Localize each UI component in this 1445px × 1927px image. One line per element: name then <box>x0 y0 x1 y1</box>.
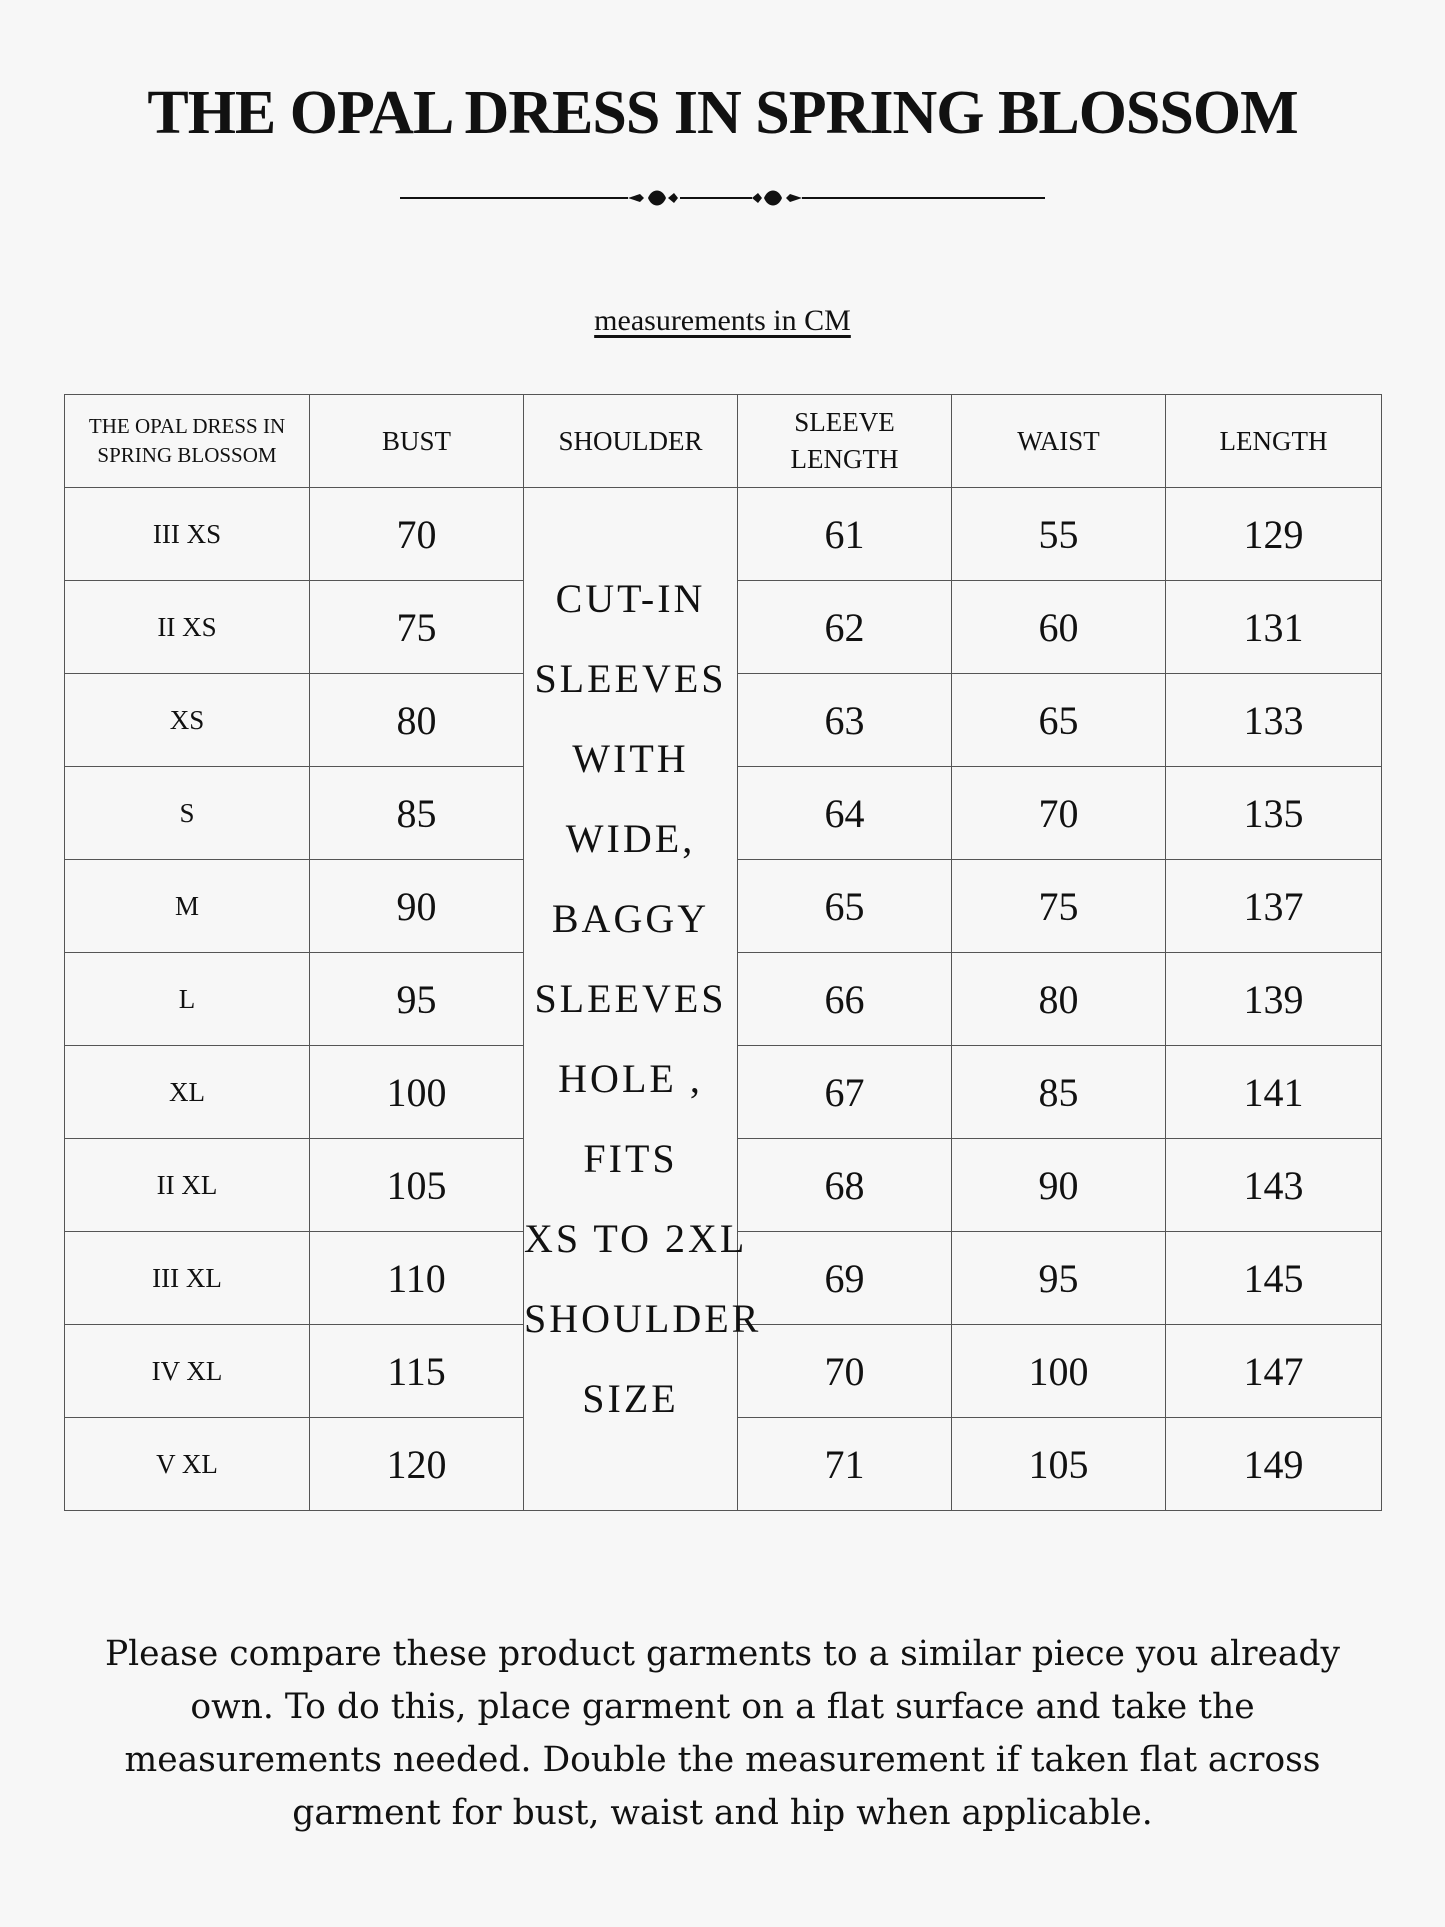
shoulder-note-line: CUT-IN <box>555 576 706 621</box>
size-cell: II XS <box>65 581 310 674</box>
length-cell: 143 <box>1166 1139 1382 1232</box>
waist-cell: 55 <box>952 488 1166 581</box>
shoulder-note-line: XS TO 2XL <box>524 1216 748 1261</box>
bust-cell: 115 <box>310 1325 524 1418</box>
sleeve-length-cell: 67 <box>738 1046 952 1139</box>
header-shoulder <box>524 395 738 488</box>
shoulder-note-line: BAGGY <box>551 896 710 941</box>
length-cell: 139 <box>1166 953 1382 1046</box>
header-sleeve-length <box>738 395 952 488</box>
header-product-text: THE OPAL DRESS IN SPRING BLOSSOM <box>88 414 286 467</box>
header-bust-text: BUST <box>381 425 452 456</box>
waist-cell: 100 <box>952 1325 1166 1418</box>
size-cell: M <box>65 860 310 953</box>
bust-cell: 105 <box>310 1139 524 1232</box>
size-cell: XL <box>65 1046 310 1139</box>
bust-cell: 85 <box>310 767 524 860</box>
shoulder-note-line: SIZE <box>582 1376 679 1421</box>
sleeve-length-cell: 66 <box>738 953 952 1046</box>
waist-cell: 70 <box>952 767 1166 860</box>
length-cell: 149 <box>1166 1418 1382 1511</box>
sleeve-length-cell: 71 <box>738 1418 952 1511</box>
header-bust <box>310 395 524 488</box>
shoulder-note-line: SLEEVES <box>534 976 727 1021</box>
header-waist-text: WAIST <box>1017 425 1100 456</box>
size-cell: IV XL <box>65 1325 310 1418</box>
length-cell: 137 <box>1166 860 1382 953</box>
length-cell: 145 <box>1166 1232 1382 1325</box>
waist-cell: 80 <box>952 953 1166 1046</box>
bust-cell: 110 <box>310 1232 524 1325</box>
table-row <box>65 488 1382 581</box>
shoulder-note-line: SLEEVES <box>534 656 727 701</box>
waist-cell: 75 <box>952 860 1166 953</box>
shoulder-note-line: SHOULDER <box>524 1296 762 1341</box>
size-chart-table <box>64 394 1382 1511</box>
units-subtitle: measurements in CM <box>594 304 851 337</box>
sleeve-length-cell: 69 <box>738 1232 952 1325</box>
header-row <box>65 395 1382 488</box>
bust-cell: 90 <box>310 860 524 953</box>
header-length-text: LENGTH <box>1219 425 1328 456</box>
bust-cell: 95 <box>310 953 524 1046</box>
sleeve-length-cell: 65 <box>738 860 952 953</box>
measurement-instructions: Please compare these product garments to a similar piece you already own. To do this, place garment on a flat surface and take the measurements needed. Double the measurement if taken flat across garment for bust, waist and hip when applicable. <box>104 1634 1341 1833</box>
shoulder-note-line: FITS <box>583 1136 678 1181</box>
waist-cell: 85 <box>952 1046 1166 1139</box>
size-cell: L <box>65 953 310 1046</box>
size-cell: XS <box>65 674 310 767</box>
length-cell: 133 <box>1166 674 1382 767</box>
waist-cell: 95 <box>952 1232 1166 1325</box>
length-cell: 129 <box>1166 488 1382 581</box>
size-cell: S <box>65 767 310 860</box>
length-cell: 147 <box>1166 1325 1382 1418</box>
size-cell: II XL <box>65 1139 310 1232</box>
length-cell: 131 <box>1166 581 1382 674</box>
size-cell: V XL <box>65 1418 310 1511</box>
header-sleeve-length-text: SLEEVE LENGTH <box>790 407 899 474</box>
length-cell: 141 <box>1166 1046 1382 1139</box>
size-cell: III XS <box>65 488 310 581</box>
page-title: THE OPAL DRESS IN SPRING BLOSSOM <box>147 79 1298 147</box>
header-shoulder-text: SHOULDER <box>558 425 703 456</box>
sleeve-length-cell: 70 <box>738 1325 952 1418</box>
waist-cell: 65 <box>952 674 1166 767</box>
waist-cell: 105 <box>952 1418 1166 1511</box>
shoulder-note-line: WITH <box>572 736 689 781</box>
shoulder-note-line: HOLE , <box>558 1056 703 1101</box>
bust-cell: 80 <box>310 674 524 767</box>
sleeve-length-cell: 68 <box>738 1139 952 1232</box>
bust-cell: 70 <box>310 488 524 581</box>
shoulder-note-cell <box>524 488 762 1511</box>
bust-cell: 100 <box>310 1046 524 1139</box>
header-product <box>65 395 310 488</box>
size-cell: III XL <box>65 1232 310 1325</box>
bust-cell: 120 <box>310 1418 524 1511</box>
sleeve-length-cell: 64 <box>738 767 952 860</box>
header-length <box>1166 395 1382 488</box>
header-waist <box>952 395 1166 488</box>
shoulder-note-line: WIDE, <box>565 816 696 861</box>
length-cell: 135 <box>1166 767 1382 860</box>
waist-cell: 90 <box>952 1139 1166 1232</box>
divider-ornament <box>400 183 1045 213</box>
sleeve-length-cell: 63 <box>738 674 952 767</box>
bust-cell: 75 <box>310 581 524 674</box>
sleeve-length-cell: 61 <box>738 488 952 581</box>
waist-cell: 60 <box>952 581 1166 674</box>
sleeve-length-cell: 62 <box>738 581 952 674</box>
